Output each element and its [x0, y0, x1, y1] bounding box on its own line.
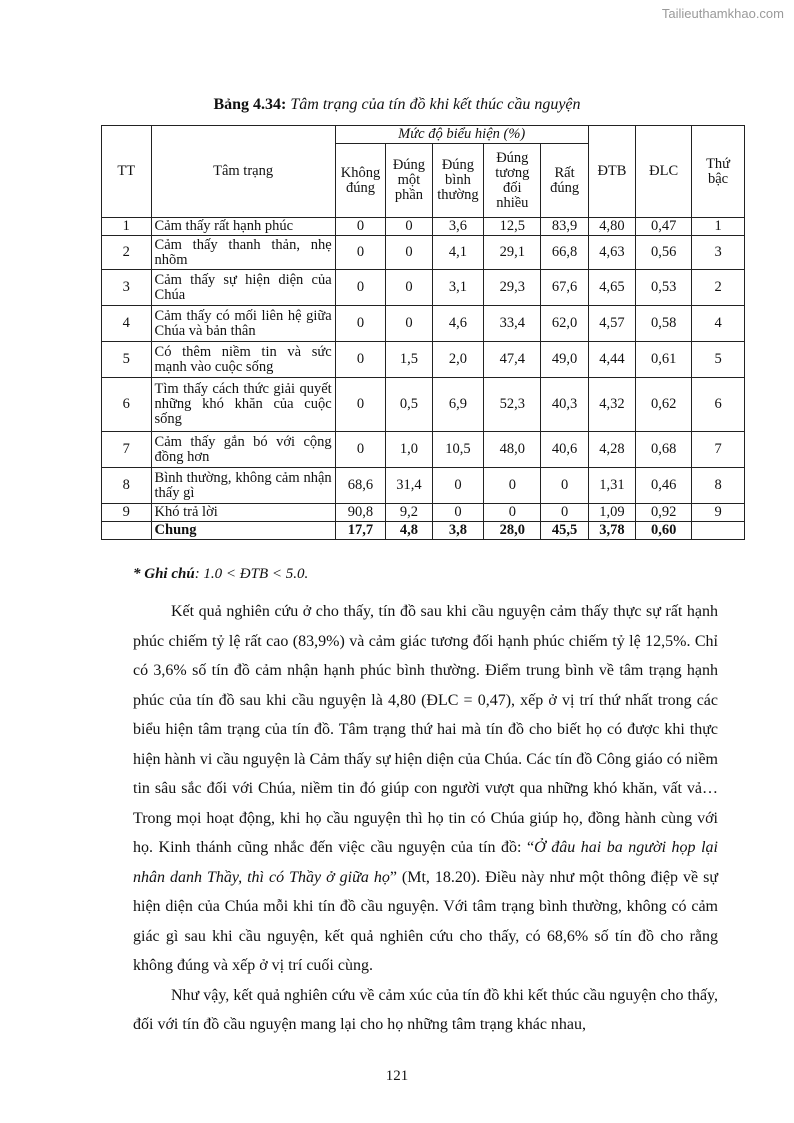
row-mean: 4,28: [588, 432, 635, 468]
row-value: 1,0: [386, 432, 432, 468]
row-sd: 0,47: [636, 218, 692, 236]
row-mood: Bình thường, không cảm nhận thấy gì: [151, 468, 335, 504]
row-value: 4,6: [432, 306, 484, 342]
row-rank: 9: [692, 504, 745, 522]
header-rank: Thứ bậc: [692, 126, 745, 218]
row-tt: 1: [102, 218, 152, 236]
row-sd: 0,46: [636, 468, 692, 504]
header-tt: TT: [102, 126, 152, 218]
table-total-row: [102, 522, 745, 540]
row-value: 68,6: [335, 468, 386, 504]
row-value: 9,2: [386, 504, 432, 522]
row-sd: 0,56: [636, 236, 692, 270]
total-value: 28,0: [484, 522, 541, 540]
row-mood: Cảm thấy có mối liên hệ giữa Chúa và bản thân: [151, 306, 335, 342]
row-sd: 0,61: [636, 342, 692, 378]
row-value: 0: [541, 504, 588, 522]
row-sd: 0,62: [636, 378, 692, 432]
table-row: [102, 218, 745, 236]
header-sd: ĐLC: [636, 126, 692, 218]
total-value: 3,8: [432, 522, 484, 540]
caption-title: Tâm trạng của tín đồ khi kết thúc cầu nguyện: [290, 96, 581, 113]
row-mood: Cảm thấy sự hiện diện của Chúa: [151, 270, 335, 306]
row-tt: 9: [102, 504, 152, 522]
total-sd: 0,60: [636, 522, 692, 540]
mood-table: [101, 125, 745, 540]
row-value: 3,1: [432, 270, 484, 306]
header-level: Đúng một phần: [386, 144, 432, 218]
row-tt: 5: [102, 342, 152, 378]
row-value: 40,3: [541, 378, 588, 432]
row-rank: 6: [692, 378, 745, 432]
row-rank: 2: [692, 270, 745, 306]
row-tt: 4: [102, 306, 152, 342]
table-caption: [0, 96, 794, 114]
table-row: [102, 270, 745, 306]
row-mean: 4,57: [588, 306, 635, 342]
row-rank: 4: [692, 306, 745, 342]
table-row: [102, 432, 745, 468]
row-value: 0: [335, 378, 386, 432]
header-level-group: Mức độ biểu hiện (%): [335, 126, 588, 144]
row-tt: 8: [102, 468, 152, 504]
row-mood: Cảm thấy gắn bó với cộng đồng hơn: [151, 432, 335, 468]
row-rank: 7: [692, 432, 745, 468]
total-value: 45,5: [541, 522, 588, 540]
row-value: 0: [386, 218, 432, 236]
paragraph-text: ” (Mt, 18.20). Điều này như một thông điệp về sự hiện diện của Chúa mỗi khi tín đồ cầu nguyện. Với tâm trạng bình thường, không có cảm giác gì sau khi cầu nguyện, kết quả nghiên cứu cho thấy, có 68,6% số tín đồ cho rằng không đúng và xếp ở vị trí cuối cùng.: [133, 868, 719, 974]
header-level: Rất đúng: [541, 144, 588, 218]
row-value: 0: [484, 468, 541, 504]
row-value: 0: [386, 270, 432, 306]
row-value: 33,4: [484, 306, 541, 342]
row-value: 0: [432, 468, 484, 504]
total-value: 4,8: [386, 522, 432, 540]
bible-quote: Ở đâu hai ba người họp lại nhân danh Thầy, thì có Thầy ở giữa họ: [133, 839, 718, 886]
table-note: [133, 566, 308, 583]
row-sd: 0,92: [636, 504, 692, 522]
row-value: 0: [484, 504, 541, 522]
row-mood: Khó trả lời: [151, 504, 335, 522]
row-value: 29,1: [484, 236, 541, 270]
row-rank: 3: [692, 236, 745, 270]
row-value: 0: [432, 504, 484, 522]
row-tt: 2: [102, 236, 152, 270]
table-row: [102, 342, 745, 378]
row-tt: 3: [102, 270, 152, 306]
paragraph: Như vậy, kết quả nghiên cứu về cảm xúc của tín đồ khi kết thúc cầu nguyện cho thấy, đối với tín đồ cầu nguyện mang lại cho họ những tâm trạng khác nhau,: [133, 986, 718, 1033]
row-value: 12,5: [484, 218, 541, 236]
row-value: 0: [335, 236, 386, 270]
row-mean: 1,09: [588, 504, 635, 522]
row-value: 52,3: [484, 378, 541, 432]
row-value: 2,0: [432, 342, 484, 378]
total-tt: [102, 522, 152, 540]
row-value: 6,9: [432, 378, 484, 432]
table-row: [102, 468, 745, 504]
row-tt: 6: [102, 378, 152, 432]
row-value: 10,5: [432, 432, 484, 468]
total-rank: [692, 522, 745, 540]
row-value: 0: [541, 468, 588, 504]
table-row: [102, 236, 745, 270]
row-mood: Tìm thấy cách thức giải quyết những khó khăn của cuộc sống: [151, 378, 335, 432]
row-value: 49,0: [541, 342, 588, 378]
row-value: 0: [335, 342, 386, 378]
row-rank: 1: [692, 218, 745, 236]
row-value: 67,6: [541, 270, 588, 306]
row-mood: Cảm thấy thanh thản, nhẹ nhõm: [151, 236, 335, 270]
row-value: 0: [335, 218, 386, 236]
table-row: [102, 306, 745, 342]
row-rank: 8: [692, 468, 745, 504]
total-mean: 3,78: [588, 522, 635, 540]
row-mean: 4,80: [588, 218, 635, 236]
row-value: 90,8: [335, 504, 386, 522]
row-mean: 4,63: [588, 236, 635, 270]
row-mean: 1,31: [588, 468, 635, 504]
paragraph: [133, 597, 718, 981]
row-sd: 0,53: [636, 270, 692, 306]
row-tt: 7: [102, 432, 152, 468]
row-sd: 0,68: [636, 432, 692, 468]
table-row: [102, 378, 745, 432]
header-mood: Tâm trạng: [151, 126, 335, 218]
caption-label: Bảng 4.34:: [213, 96, 287, 113]
total-value: 17,7: [335, 522, 386, 540]
row-mood: Cảm thấy rất hạnh phúc: [151, 218, 335, 236]
total-label: Chung: [151, 522, 335, 540]
row-mean: 4,44: [588, 342, 635, 378]
page-number: 121: [385, 1068, 409, 1084]
body-text: [133, 597, 718, 1040]
row-sd: 0,58: [636, 306, 692, 342]
row-value: 47,4: [484, 342, 541, 378]
row-value: 48,0: [484, 432, 541, 468]
paragraph-text: Kết quả nghiên cứu ở cho thấy, tín đồ sau khi cầu nguyện cảm thấy thực sự rất hạnh phúc chiếm tỷ lệ rất cao (83,9%) và cảm giác tương đối hạnh phúc chiếm tỷ lệ 12,5%. Chỉ có 3,6% số tín đồ cảm nhận hạnh phúc bình thường. Điểm trung bình về tâm trạng hạnh phúc của tín đồ sau khi cầu nguyện là 4,80 (ĐLC = 0,47), xếp ở vị trí thứ nhất trong các biểu hiện tâm trạng của tín đồ. Tâm trạng thứ hai mà tín đồ cho biết họ có được khi thực hiện hành vi cầu nguyện là Cảm thấy sự hiện diện của Chúa. Các tín đồ Công giáo có niềm tin sâu sắc đối với Chúa, niềm tin đó giúp con người vượt qua những khó khăn, vất vả… Trong mọi hoạt động, khi họ cầu nguyện thì họ tin có Chúa giúp họ, đồng hành cùng với họ. Kinh thánh cũng nhắc đến việc cầu nguyện của tín đồ: “: [133, 603, 718, 856]
note-text: : 1.0 < ĐTB < 5.0.: [194, 566, 309, 582]
row-value: 66,8: [541, 236, 588, 270]
row-value: 83,9: [541, 218, 588, 236]
watermark: Tailieuthamkhao.com: [661, 6, 784, 21]
row-value: 40,6: [541, 432, 588, 468]
row-rank: 5: [692, 342, 745, 378]
row-value: 1,5: [386, 342, 432, 378]
header-level: Không đúng: [335, 144, 386, 218]
header-level: Đúng bình thường: [432, 144, 484, 218]
table-row: [102, 504, 745, 522]
row-value: 0: [386, 236, 432, 270]
header-mean: ĐTB: [588, 126, 635, 218]
row-value: 0: [335, 432, 386, 468]
row-value: 0: [386, 306, 432, 342]
row-value: 0: [335, 270, 386, 306]
header-level: Đúng tương đối nhiều: [484, 144, 541, 218]
note-label: * Ghi chú: [133, 566, 195, 582]
row-mean: 4,32: [588, 378, 635, 432]
row-value: 4,1: [432, 236, 484, 270]
row-value: 29,3: [484, 270, 541, 306]
row-value: 0: [335, 306, 386, 342]
row-value: 62,0: [541, 306, 588, 342]
row-value: 3,6: [432, 218, 484, 236]
row-mood: Có thêm niềm tin và sức mạnh vào cuộc sống: [151, 342, 335, 378]
row-value: 31,4: [386, 468, 432, 504]
row-mean: 4,65: [588, 270, 635, 306]
row-value: 0,5: [386, 378, 432, 432]
